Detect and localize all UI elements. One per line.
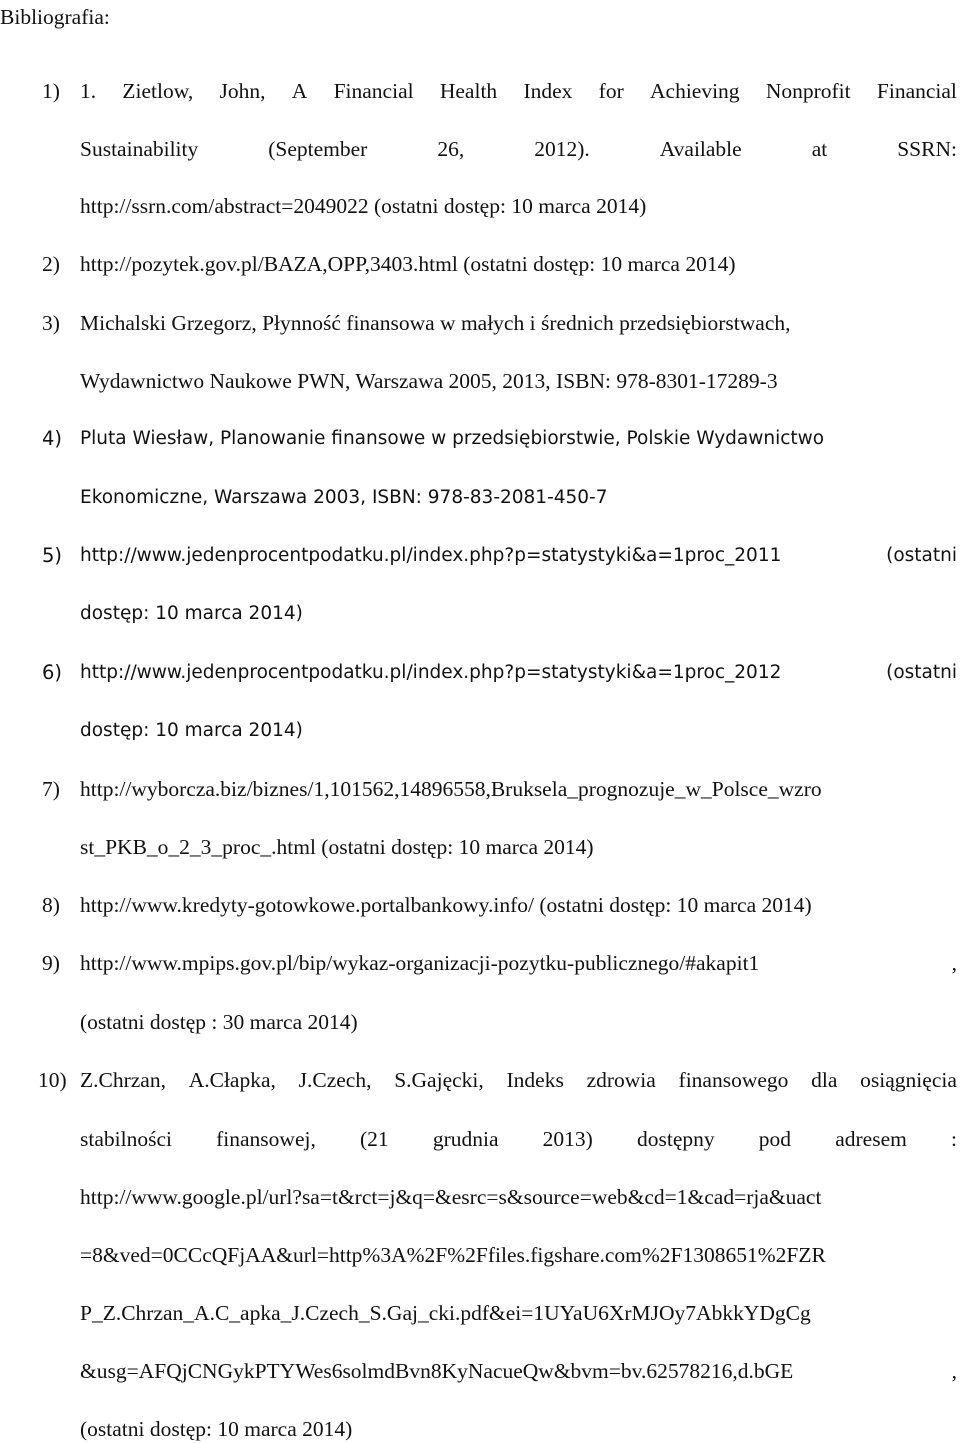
entry-line bbox=[80, 308, 957, 338]
entry-word: Zietlow, bbox=[122, 79, 194, 103]
entry-line bbox=[80, 1414, 957, 1444]
entry-line bbox=[80, 716, 957, 746]
entry-word: Sustainability bbox=[80, 137, 199, 161]
entry-text: http://www.google.pl/url?sa=t&rct=j&q=&esrc=s&source=web&cd=1&cad=rja&uact bbox=[80, 1185, 822, 1209]
entry-line bbox=[80, 1240, 957, 1270]
entry-word: at bbox=[811, 137, 828, 161]
entry-number: 10) bbox=[38, 1068, 67, 1092]
entry-number: 1) bbox=[42, 79, 60, 103]
entry-word: Nonprofit bbox=[765, 79, 851, 103]
entry-word: pod bbox=[758, 1127, 792, 1151]
entry-word: , bbox=[951, 1359, 957, 1383]
entry-word: &usg=AFQjCNGykPTYWes6solmdBvn8KyNacueQw&bvm=bv.62578216,d.bGE bbox=[80, 1359, 794, 1383]
entry-line bbox=[80, 1065, 957, 1095]
entry-line bbox=[80, 366, 957, 396]
entry-word: 26, bbox=[437, 137, 465, 161]
entry-text: Ekonomiczne, Warszawa 2003, ISBN: 978-83-2081-450-7 bbox=[80, 487, 608, 508]
entry-word: http://www.jedenprocentpodatku.pl/index.php?p=statystyki&a=1proc_2012 bbox=[80, 662, 782, 683]
entry-word: (September bbox=[268, 137, 368, 161]
entry-line bbox=[80, 424, 957, 454]
entry-word: Z.Chrzan, bbox=[80, 1068, 166, 1092]
entry-word: 1. bbox=[80, 79, 97, 103]
entry-line bbox=[80, 1007, 957, 1037]
entry-word: adresem bbox=[835, 1127, 907, 1151]
entry-text: dostęp: 10 marca 2014) bbox=[80, 720, 303, 741]
entry-text: http://wyborcza.biz/biznes/1,101562,14896558,Bruksela_prognozuje_w_Polsce_wzro bbox=[80, 777, 822, 801]
entry-text: http://pozytek.gov.pl/BAZA,OPP,3403.html (ostatni dostęp: 10 marca 2014) bbox=[80, 252, 736, 276]
entry-number: 9) bbox=[42, 951, 60, 975]
entry-number: 6) bbox=[42, 661, 63, 684]
entry-word: dostępny bbox=[637, 1127, 715, 1151]
entry-text: Wydawnictwo Naukowe PWN, Warszawa 2005, 2013, ISBN: 978-8301-17289-3 bbox=[80, 369, 778, 393]
entry-text: http://www.kredyty-gotowkowe.portalbankowy.info/ (ostatni dostęp: 10 marca 2014) bbox=[80, 893, 812, 917]
entry-text: Michalski Grzegorz, Płynność finansowa w małych i średnich przedsiębiorstwach, bbox=[80, 311, 791, 335]
entry-word: http://www.mpips.gov.pl/bip/wykaz-organizacji-pozytku-publicznego/#akapit1 bbox=[80, 951, 760, 975]
entry-line bbox=[80, 483, 957, 513]
entry-line bbox=[80, 1124, 957, 1154]
entry-line bbox=[80, 1182, 957, 1212]
bibliography-heading: Bibliografia: bbox=[0, 5, 110, 29]
entry-word: Available bbox=[659, 137, 742, 161]
entry-line bbox=[80, 1298, 957, 1328]
entry-word: J.Czech, bbox=[298, 1068, 372, 1092]
entry-word: A.Cłapka, bbox=[188, 1068, 276, 1092]
entry-word: A bbox=[291, 79, 308, 103]
entry-number: 3) bbox=[42, 311, 60, 335]
entry-word: http://www.jedenprocentpodatku.pl/index.php?p=statystyki&a=1proc_2011 bbox=[80, 545, 782, 566]
entry-word: finansowej, bbox=[216, 1127, 316, 1151]
entry-number: 2) bbox=[42, 252, 60, 276]
entry-text: =8&ved=0CCcQFjAA&url=http%3A%2F%2Ffiles.figshare.com%2F1308651%2FZR bbox=[80, 1243, 826, 1267]
entry-line bbox=[80, 658, 957, 688]
entry-text: dostęp: 10 marca 2014) bbox=[80, 603, 303, 624]
entry-word: Achieving bbox=[650, 79, 740, 103]
entry-line bbox=[80, 890, 957, 920]
entry-word: dla bbox=[811, 1068, 838, 1092]
entry-line bbox=[80, 774, 957, 804]
entry-text: Pluta Wiesław, Planowanie finansowe w przedsiębiorstwie, Polskie Wydawnictwo bbox=[80, 428, 825, 449]
entry-word: Indeks bbox=[506, 1068, 564, 1092]
entry-line bbox=[80, 191, 957, 221]
entry-text: http://ssrn.com/abstract=2049022 (ostatni dostęp: 10 marca 2014) bbox=[80, 194, 647, 218]
entry-text: st_PKB_o_2_3_proc_.html (ostatni dostęp: 10 marca 2014) bbox=[80, 835, 594, 859]
entry-number: 5) bbox=[42, 544, 63, 567]
entry-text: (ostatni dostęp : 30 marca 2014) bbox=[80, 1010, 358, 1034]
entry-line bbox=[80, 599, 957, 629]
entry-word: finansowego bbox=[678, 1068, 789, 1092]
entry-word: osiągnięcia bbox=[860, 1068, 957, 1092]
entry-text: P_Z.Chrzan_A.C_apka_J.Czech_S.Gaj_cki.pdf&ei=1UYaU6XrMJOy7AbkkYDgCg bbox=[80, 1301, 811, 1325]
entry-word: (ostatni bbox=[886, 545, 957, 566]
entry-word: 2013) bbox=[542, 1127, 593, 1151]
entry-line bbox=[80, 249, 957, 279]
entry-line bbox=[80, 1356, 957, 1386]
entry-word: grudnia bbox=[432, 1127, 499, 1151]
entry-word: (ostatni bbox=[886, 662, 957, 683]
entry-line bbox=[80, 832, 957, 862]
entry-word: , bbox=[951, 951, 957, 975]
entry-number: 4) bbox=[42, 427, 63, 450]
entry-line bbox=[80, 76, 957, 106]
entry-word: Index bbox=[523, 79, 573, 103]
entry-word: Financial bbox=[876, 79, 957, 103]
entry-word: (21 bbox=[360, 1127, 389, 1151]
entry-word: SSRN: bbox=[897, 137, 957, 161]
entry-word: John, bbox=[219, 79, 266, 103]
entry-text: (ostatni dostęp: 10 marca 2014) bbox=[80, 1417, 353, 1441]
entry-word: S.Gajęcki, bbox=[394, 1068, 484, 1092]
entry-line bbox=[80, 134, 957, 164]
entry-line bbox=[80, 948, 957, 978]
entry-word: 2012). bbox=[534, 137, 590, 161]
entry-line bbox=[80, 541, 957, 571]
entry-word: zdrowia bbox=[586, 1068, 656, 1092]
entry-number: 8) bbox=[42, 893, 60, 917]
entry-word: : bbox=[951, 1127, 957, 1151]
entry-word: Health bbox=[439, 79, 498, 103]
entry-word: stabilności bbox=[80, 1127, 172, 1151]
entry-number: 7) bbox=[42, 777, 60, 801]
entry-word: for bbox=[598, 79, 624, 103]
entry-word: Financial bbox=[333, 79, 414, 103]
